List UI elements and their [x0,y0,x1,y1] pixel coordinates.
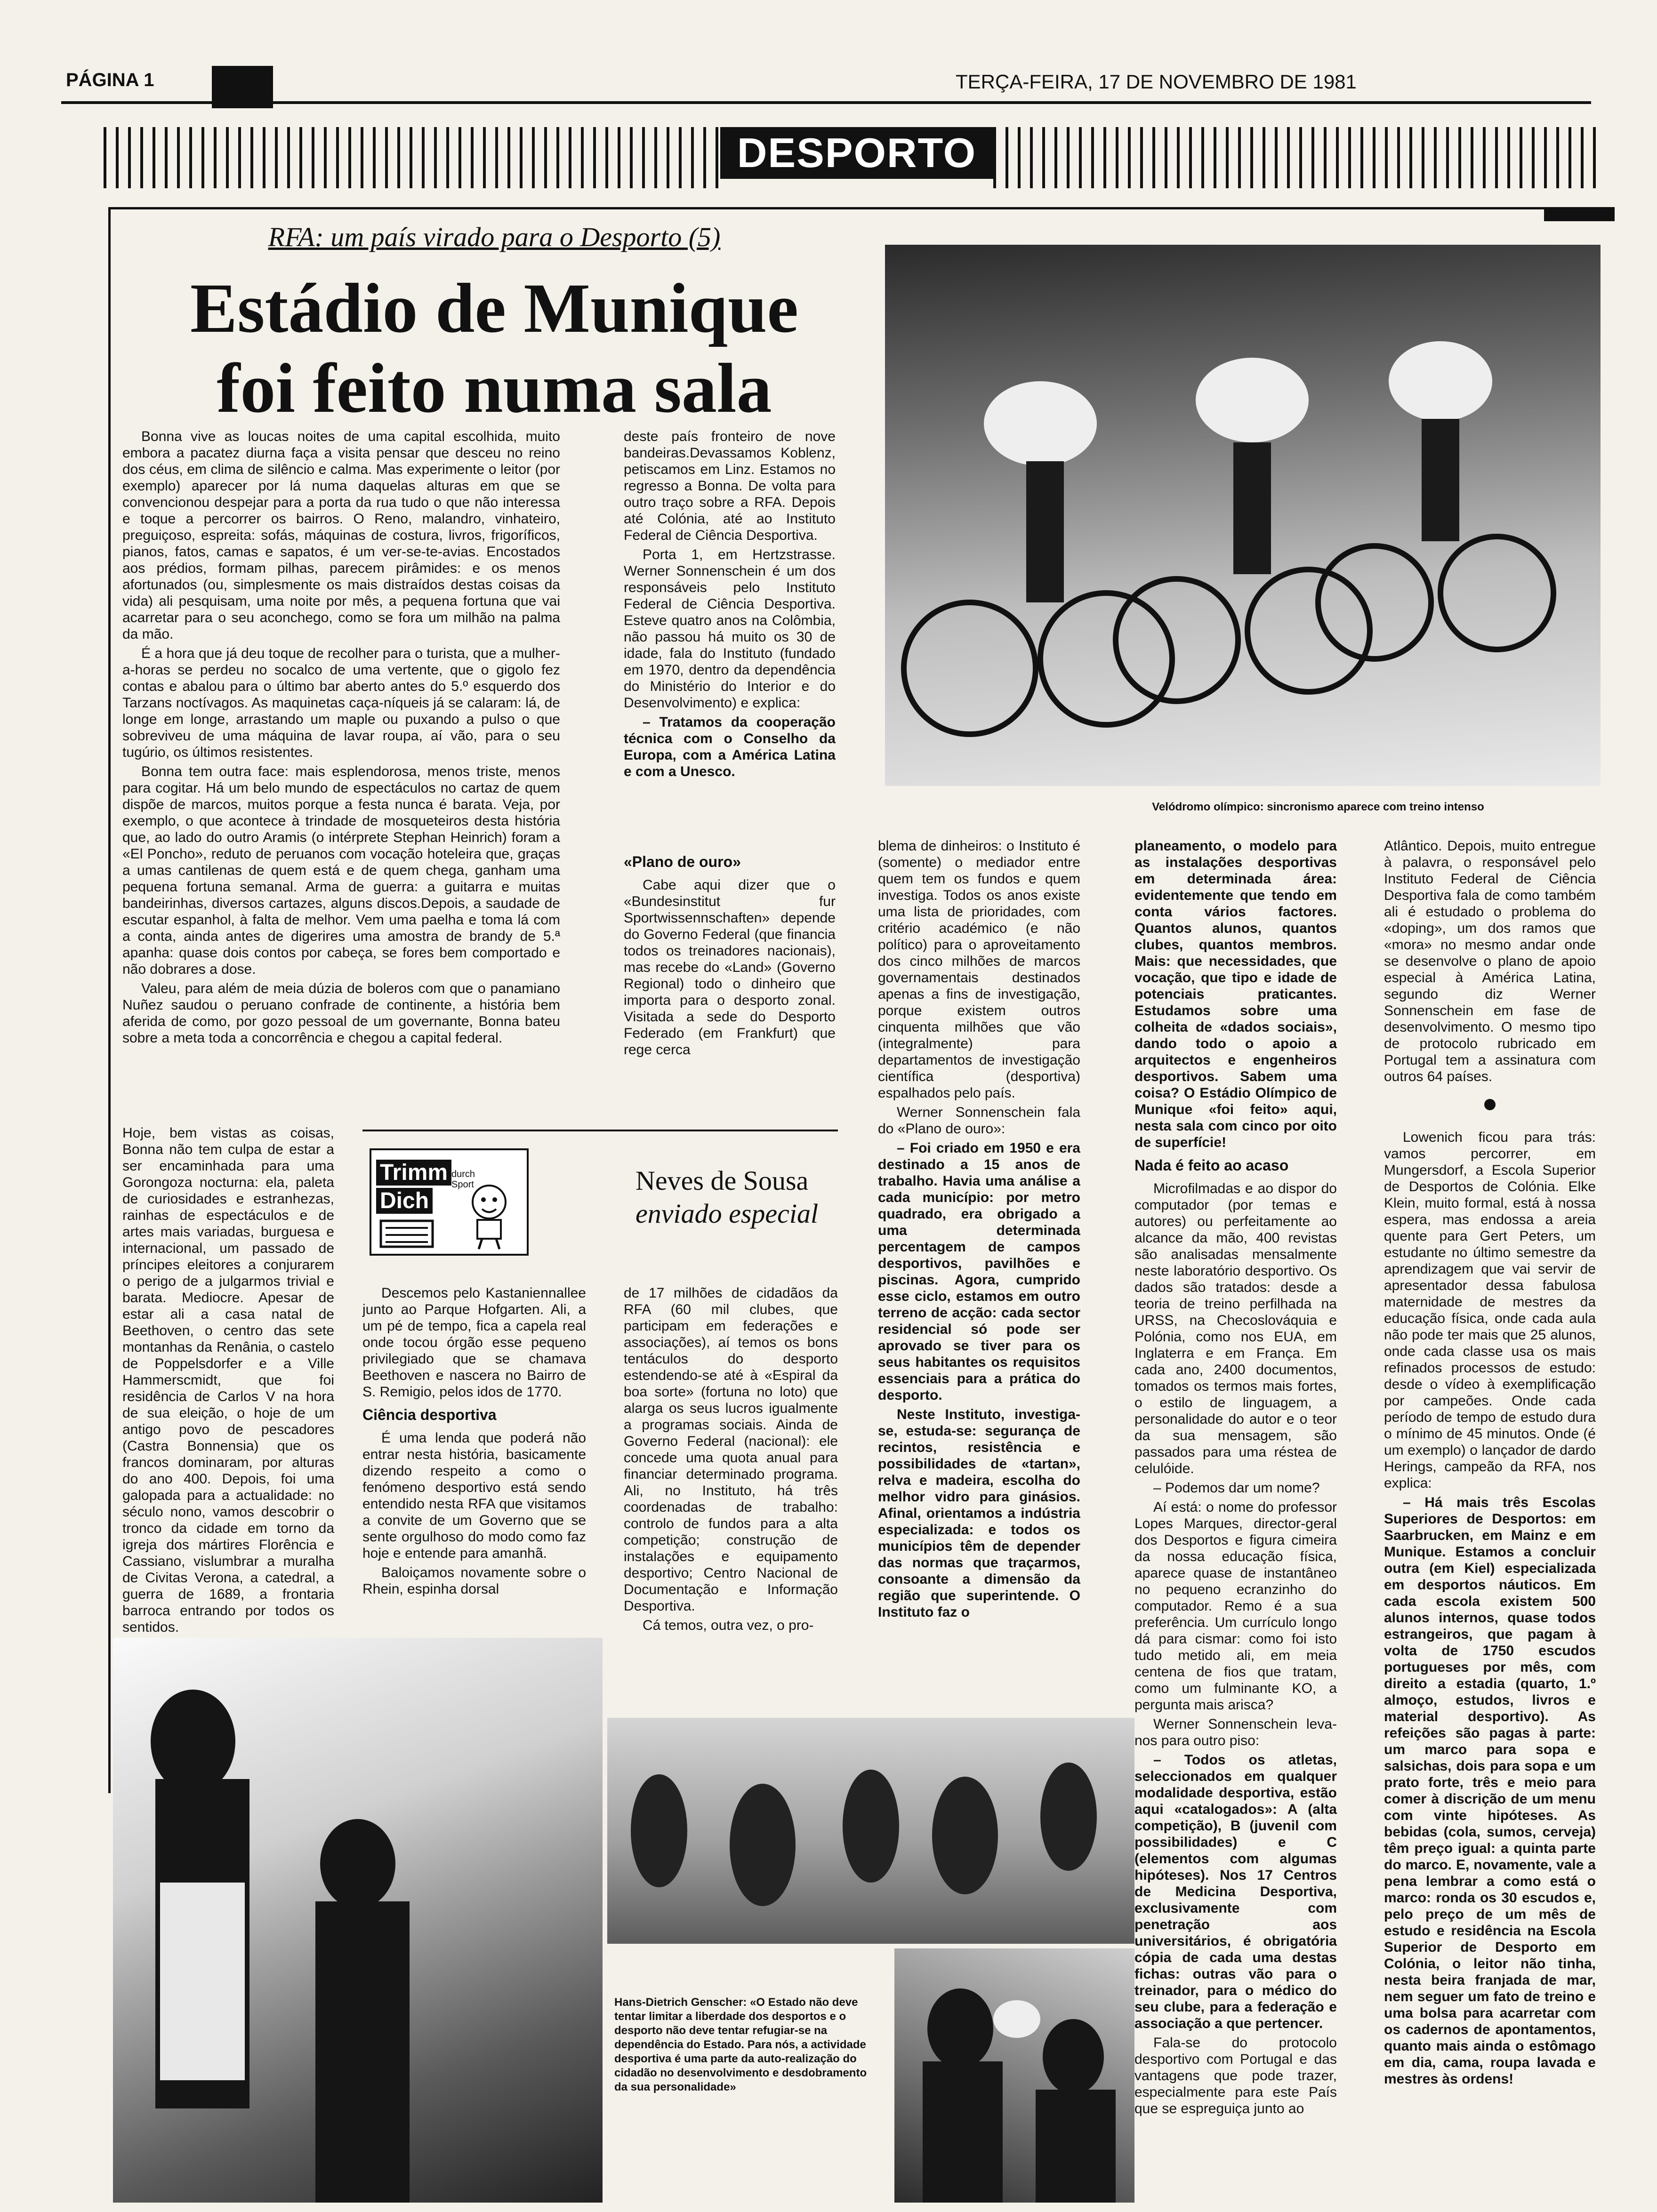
byline-name: Neves de Sousa [635,1165,809,1196]
logo-word-dich: Dich [376,1188,433,1214]
frame-top-rule [108,207,1615,209]
lower-mid1-paragraph: É uma lenda que poderá não entrar nesta história, basicamente dizendo respeito a como o fenómeno desportivo está sendo entendido nesta RFA que visitamos a convite de um Governo que se sente orgulhoso do modo como faz hoje e entende para amanhã. [362,1430,586,1561]
col4-quote: – Todos os atletas, seleccionados em qualquer modalidade desportiva, estão aqui «catalogados»: A (alta competição), B (juvenil com possibilidades) e C (elementos com algumas hipóteses). Nos 17 Centros de Medicina Desportiva, exclusivamente com penetração aos universitários, é obrigatória cópia de cada uma destas fichas: outras vão para o treinador, para o médico do seu clube, para a federação e associação a que pertencer. [1134,1752,1337,2031]
hand-thumb-icon [376,1216,437,1249]
article-column-2-bottom [624,847,836,1092]
athlete-celebration-photo [113,1638,603,2203]
col1-paragraph: É a hora que já deu toque de recolher para o turista, que a mulher-a-horas se perdeu no socalco de uma vertente, que o gigolo fez contas e abalou para o último bar aberto antes do 5.º esquerdo dos Tarzans noctívagos. As maquinetas caça-níqueis já se calaram: lá, de longe em longe, arrastando um maple ou puxando a pulso o que sobreviveu de uma máquina de lavar roupa, aí vão, para o seu tugúrio, os últimos resistentes. [122,646,560,760]
article-column-4 [1134,838,1337,2116]
col1-paragraph: Valeu, para além de meia dúzia de boleros com que o panamiano Nuñez saudou o peruano confrade de continente, a história bem aferida de como, por gozo pessoal de um governante, Bonna bateu sobre a meta toda a concorrência e chegou a capital federal. [122,981,560,1046]
col4-paragraph: planeamento, o modelo para as instalações desportivas em determinada área: evidentemente que tendo em conta vários factores. Quantos alunos, quantos clubes, quantos membros. Mais: que necessidades, que vocação, que tipo e idade de potenciais praticantes. Estudamos sobre uma colheita de «dados sociais», dando todo o apoio a arquitectos e engenheiros desportivos. Sabem uma coisa? O Estádio Olímpico de Munique «foi feito» aqui, nesta sala com cinco por oito de superfície! [1134,838,1337,1150]
article-column-1 [122,428,560,1115]
headline-line-1: Estádio de Munique [190,269,798,347]
byline-role: enviado especial [635,1198,819,1229]
section-banner: DESPORTO [720,127,993,179]
sprinters-photo [607,1718,1134,1944]
velodrome-photo [885,245,1601,786]
lower-left-paragraph: Hoje, bem vistas as coisas, Bonna não tem culpa de estar a ser encaminhada para uma Gorongoza nocturna: ela, paleta de curiosidades e estranhezas, rainhas de espectáculos e de artes mais variadas, burguesa e internacional, um passado de príncipes eleitores a conjurarem o perigo de a julgarmos trivial e barata. Mediocre. Apesar de estar ali a casa natal de Beethoven, o centro das sete montanhas da Renânia, o castelo de Poppelsdorfer e a Ville Hammerscmidt, que foi residência de Carlos V na hora de sua eleição, o hoje de um antigo povo de pescadores (Castra Bonnensia) que os francos dominaram, por alturas do ano 400. Depois, foi uma galopada para a actualidade: no século nono, vamos descobrir o tronco da cidade em torno da igreja dos mártires Florência e Cassiano, vislumbrar a muralha de Civitas Verona, a catedral, a guerra de 1689, a frontaria barroca entrando por todos os sentidos. [122,1125,334,1635]
lower-mid1-paragraph: Baloiçamos novamente sobre o Rhein, espinha dorsal [362,1565,586,1597]
article-column-3 [878,838,1080,1620]
ciencia-desportiva-subhead: Ciência desportiva [362,1406,497,1423]
velodrome-caption: Velódromo olímpico: sincronismo aparece com treino intenso [1152,801,1484,813]
issue-date: TERÇA-FEIRA, 17 DE NOVEMBRO DE 1981 [956,71,1357,93]
col2-paragraph: deste país fronteiro de nove bandeiras.Devassamos Koblenz, petiscamos em Linz. Estamos no regresso a Bonna. De volta para outro traço sobre a RFA. Depois até Colónia, até ao Instituto Federal de Ciência Desportiva. [624,429,836,543]
cyclists-illustration [885,245,1601,786]
article-column-2-top [624,428,836,852]
lower-mid2-paragraph: de 17 milhões de cidadãos da RFA (60 mil clubes, que participam em federações e associações), aí temos os bons tentáculos do desporto estendendo-se até à «Espiral da boa sorte» (fortuna no loto) que alarga os seus lucros igualmente a programas sociais. Ainda de Governo Federal (nacional): ele concede uma quota anual para financiar determinado programa. Ali, no Instituto, há três coordenadas de trabalho: controlo de fundos para a alta competição; construção de instalações e equipamento desportivo; Centro Nacional de Documentação e Informação Desportiva. [624,1285,838,1614]
section-bullet [1484,1099,1496,1110]
genscher-caption: Hans-Dietrich Genscher: «O Estado não deve tentar limitar a liberdade dos desportos e o desporto não deve tentar refugiar-se na dependência do Estado. Para nós, a actividade desportiva é uma parte da auto-realização do cidadão no desenvolvimento e desdobramento da sua personalidade» [614,1996,867,2093]
col1-paragraph: Bonna tem outra face: mais esplendorosa, menos triste, menos para cogitar. Há um belo mundo de espectáculos no cartaz de quem dispõe de marcos, muitos porque a festa nunca é barata. Veja, por exemplo, o que acontece à trindade de mosqueteiros desta história que, ao lado do outro Aramis (o intérprete Stephan Heinrich) foram a «El Poncho», reduto de peruanos com vocação hoteleira que, graças a umas cantilenas de quem está e de quem chega, ganham uma pequena fortuna semanal. Arma de guerra: a guitarra e muitas bandeirinhas, diversos cartazes, alguns discos.Depois, a saudade de escutar espanhol, à falta de melhor. Vem uma paelha e toma lá com a conta, ainda antes de digerires uma amostra de brandy de 5.ª apanha: quase dois contos por cabeça, se fores bem comportado e não dobrares a dose. [122,764,560,977]
lower-left-column [122,1125,334,1635]
col4-paragraph: Aí está: o nome do professor Lopes Marques, director-geral dos Desportos e figura cimeira da nossa educação física, aparece quase de instantâneo no pequeno ecranzinho do computador. Remo é a sua preferência. Um currículo longo dá para cismar: como foi isto tudo metido ali, em meia centena de fios que tratam, como um fulminante KO, a pergunta mais arisca? [1134,1499,1337,1713]
col3-quote: – Foi criado em 1950 e era destinado a 15 anos de trabalho. Havia uma análise a cada município: por metro quadrado, era obrigado a uma determinada percentagem de campos desportivos, pavilhões e piscinas. Agora, cumprido esse ciclo, estamos em outro terreno de acção: cada sector residencial só pode ser aprovado se tiver para os seus habitantes os requisitos essenciais para a prática do desporto. [878,1140,1080,1403]
col2-paragraph: Cabe aqui dizer que o «Bundesinstitut fur Sportwissennschaften» depende do Governo Federal (que financia todos os treinadores nacionais), mas recebe do «Land» (Governo Regional) todo o dinheiro que importa para o desporto zonal. Visitada a sede do Desporto Federado (em Frankfurt) que rege cerca [624,877,836,1058]
col3-paragraph: Werner Sonnenschein fala do «Plano de ouro»: [878,1105,1080,1137]
section-stripe-left [104,127,720,188]
article-column-5 [1384,838,1596,2203]
col1-paragraph: Bonna vive as loucas noites de uma capital escolhida, muito embora a pacatez diurna faça a visita pensar que desceu no reino dos céus, em clima de silêncio e calma. Mas experimente o leitor (por exemplo) aparecer por lá numa daquelas alturas em que se convencionou despejar para a porta da rua tudo o que não interessa e toque a percorrer os bairros. O Reno, malandro, vinhateiro, preguiçoso, espreita: sofás, máquinas de costura, livros, frigoríficos, pianos, fatos, camas e sapatos, é um ver-se-te-avias. Encostados aos prédios, formam pilhas, parecem pirâmides: e os menos afortunados (ou, simplesmente os mais distraídos destas coisas da vida) ali pesquisam, uma noite por mês, a pequena fortuna que vai acarretar para o seu aconchego, como se fora um milhão na palma da mão. [122,429,560,642]
lower-band-rule [362,1130,838,1131]
page-number: PÁGINA 1 [66,70,154,90]
nada-e-feito-subhead: Nada é feito ao acaso [1134,1157,1289,1174]
boxing-photo [894,1948,1134,2203]
byline-box [362,1139,838,1261]
kicker: RFA: um país virado para o Desporto (5) [268,222,721,252]
logo-small-text: durch Sport [451,1169,475,1190]
col5-paragraph: Lowenich ficou para trás: vamos percorrer, em Mungersdorf, a Escola Superior de Desportos de Colónia. Elke Klein, muito formal, está à nossa espera, mas endossa a areia quente para Gert Peters, um estudante no último semestre da aprendizagem que vai servir de apresentador dessa fabulosa maternidade de mestres da educação física, onde cada aula não pode ter mais que 25 alunos, onde cada classe usa os mais refinados processos de estudo: desde o vídeo à exemplificação por campeões. Onde cada período de tempo de estudo dura o mínimo de 45 minutos. Onde (é um exemplo) o lançador de dardo Herings, campeão da RFA, nos explica: [1384,1130,1596,1491]
lower-mid-column-1 [362,1285,586,1614]
col4-paragraph: Microfilmadas e ao dispor do computador (por temas e autores) ou perfeitamente ao alcance da mão, 400 revistas são analisadas mensalmente neste laboratório desportivo. Os dados são tratados: desde a teoria de treino perfilhada na URSS, na Checoslováquia e Polónia, como nos EUA, em Inglaterra e em França. Em cada ano, 2400 documentos, tomados os termos mais fortes, o estilo de linguagem, a personalidade do autor e o teor da sua mensagem, são passados para uma réstea de celulóide. [1134,1181,1337,1476]
mascot-figure-icon [456,1183,522,1251]
col5-quote: – Há mais três Escolas Superiores de Desportos: em Saarbrucken, em Mainz e em Munique. Estamos a concluir outra (em Kiel) especializada em desportos náuticos. Em cada escola existem 500 alunos internos, quase todos estrangeiros, que pagam à volta de 1750 escudos portugueses por mês, com direito a estadia (quarto, 1.º almoço, estudos, livros e material desportivo). As refeições são pagas à parte: um marco para sopa e salsichas, dois para sopa e um prato forte, três e meio para comer à discrição de um menu com vinte hipóteses. As bebidas (cola, sumos, cerveja) têm preço igual: a quinta parte do marco. E, novamente, vale a pena lembrar a como está o marco: ronda os 30 escudos e, pelo preço de um mês de estudo e residência na Escola Superior de Desporto em Colónia, o leitor não tinha, nesta beira franjada de mar, nem seguer um fato de treino e uma bolsa para acarretar com os cadernos de apontamentos, quanto mais ainda o estômago em dia, cama, roupa lavada e mestres às ordens! [1384,1495,1596,2087]
lower-mid1-paragraph: Descemos pelo Kastaniennallee junto ao Parque Hofgarten. Ali, a um pé de tempo, fica a capela real onde tocou órgão esse pequeno privilegiado que se chamava Beethoven e nascera no Bairro de S. Remigio, pelos idos de 1770. [362,1285,586,1400]
headline-line-2: foi feito numa sala [217,349,772,427]
col3-paragraph: blema de dinheiros: o Instituto é (somente) o mediador entre quem tem os fundos e quem investiga. Todos os anos existe uma lista de prioridades, com critério académico (e não político) para o aproveitamento dos cinco milhões de marcos governamentais destinados apenas a fins de investigação, porque existem outros cinquenta milhões que vão (integralmente) para departamentos de investigação científica (desportiva) espalhados pelo país. [878,838,1080,1101]
header-rule [61,101,1591,104]
boxers-illustration [894,1948,1134,2203]
athletes-illustration [113,1638,603,2203]
col2-quote: – Tratamos da cooperação técnica com o Conselho da Europa, com a América Latina e com a Unesco. [624,714,836,779]
col3-quote: Neste Instituto, investiga-se, estuda-se: segurança de recintos, resistência e possibilidades de «tartan», relva e madeira, escolha do melhor vidro para ginásios. Afinal, orientamos a indústria especializada: e todos os municípios têm de depender das normas que traçarmos, consoante a dimensão da região que superintende. O Instituto faz o [878,1407,1080,1620]
frame-left-rule [108,207,111,1793]
col2-paragraph: Porta 1, em Hertzstrasse. Werner Sonnenschein é um dos responsáveis pelo Instituto Federal de Ciência Desportiva. Esteve quatro anos na Colômbia, não passou há muito os 30 de idade, fala do Instituto (fundado em 1970, dentro da dependência do Ministério do Interior e do Desenvolvimento) e explica: [624,547,836,711]
section-stripe-right [993,127,1605,188]
lower-mid2-paragraph: Cá temos, outra vez, o pro- [643,1618,814,1633]
lower-mid-column-2 [624,1285,838,1633]
col5-paragraph: Atlântico. Depois, muito entregue à palavra, o responsável pelo Instituto Federal de Ciência Desportiva fala de como também ali é estudado o problema do «doping», um dos ramos que «mora» no mesmo andar onde se desenvolve o plano de apoio especial à América Latina, segundo diz Werner Sonnenschein em fase de desenvolvimento. O mesmo tipo de protocolo rubricado em Portugal tem a assinatura com outros 64 países. [1384,838,1596,1084]
col4-paragraph: – Podemos dar um nome? [1153,1480,1320,1496]
col4-paragraph: Werner Sonnenschein leva-nos para outro piso: [1134,1716,1337,1748]
trimm-dich-logo [370,1148,529,1256]
sprinters-illustration [607,1718,1134,1944]
logo-word-trimm: Trimm [376,1160,451,1186]
col4-paragraph: Fala-se do protocolo desportivo com Portugal e das vantagens que pode trazer, especialmente para este País que se espreguiça junto ao [1134,2035,1337,2116]
plano-de-ouro-subhead: «Plano de ouro» [624,853,741,870]
frame-top-thick [1544,207,1615,221]
